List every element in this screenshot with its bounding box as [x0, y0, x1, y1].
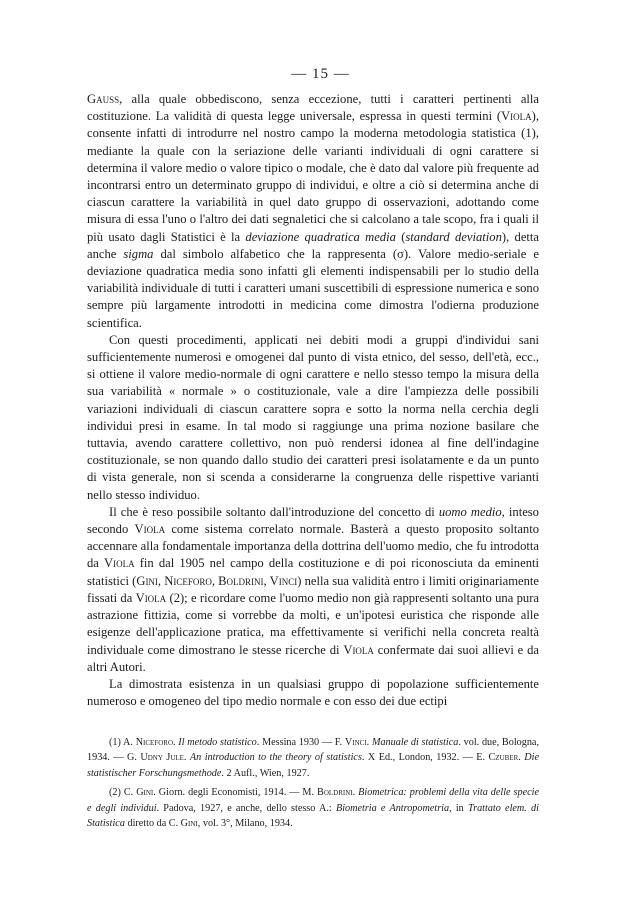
footnotes [87, 735, 539, 835]
text-run: Viola [104, 556, 135, 571]
text-run: , vol. 3°, Milano, 1934. [197, 818, 293, 830]
footnote-1 [87, 735, 539, 781]
text-run: . 2 Aufl., Wien, 1927. [221, 767, 310, 779]
text-run: Gini, Niceforo, Boldrini, Vinci [136, 573, 298, 588]
text-run: Biometria e Antropometria [335, 802, 450, 814]
text-run: Gauss [87, 92, 120, 106]
text-run: . Padova, 1927, e anche, dello stesso A.: [156, 802, 336, 814]
text-run: , inteso secondo [87, 504, 539, 537]
body-text [87, 91, 539, 710]
text-run: (2) C. [109, 787, 137, 799]
text-run: , in [449, 802, 468, 814]
text-run: (1) A. [109, 737, 136, 748]
paragraph-3 [87, 504, 539, 676]
text-run: . X Ed., London, 1932. — E. [361, 752, 489, 764]
text-run: Die statistischer Forschungsmethode [87, 752, 539, 779]
text-run: come sistema correlato normale. Basterà a questo proposito soltanto accennare alla fondamentale importanza della dottrina dell'uomo medio, che fu introdotta da [87, 522, 539, 571]
text-run: Biometrica: problemi della vita delle specie e degli individui [87, 787, 540, 814]
text-run: Trattato elem. di Statistica [87, 802, 539, 830]
paragraph-4 [87, 676, 539, 710]
text-run: . Giorn. degli Economisti, 1914. — M. [153, 787, 318, 799]
text-run: sigma [123, 246, 154, 261]
text-run: . vol. due, Bologna, 1934. — G. [87, 737, 539, 764]
text-run: ( [395, 229, 406, 244]
text-run: ) nella sua validità entro i limiti originariamente fissati da [87, 573, 539, 605]
text-run: Il che è reso possibile soltanto dall'introduzione del concetto di [109, 504, 439, 519]
paragraph-1 [87, 91, 539, 332]
text-run: La dimostrata esistenza in un qualsiasi gruppo di popolazione sufficientemente numeroso e omogeneo del tipo medio normale e con esso dei due ectipi [87, 676, 539, 709]
text-run: Gini [136, 787, 154, 799]
text-run: diretto da C. [124, 818, 181, 830]
text-run: Boldrini [317, 787, 353, 799]
text-run: An introduction to the theory of statistics [189, 752, 362, 764]
text-run: (2); e ricordare come l'uomo medio non già rappresenti soltanto una pura astrazione fittizia, come si vorrebbe da molti, e un'ipotesi euristica che risponde alle esigenze dell'applicazione pratica, ma effettivamente si verifichi nella concreta realtà individuale come dimostrano le stesse ricerche di [87, 590, 539, 657]
text-run: Manuale di statistica [371, 737, 459, 748]
text-run: ), consente infatti di introdurre nel nostro campo la moderna metodologia statistica (1), mediante la quale con la seriazione delle varianti individuali di ogni carattere si determina il valore medio o valore tipico o modale, che è dato dal valore più frequente ad incontrarsi entro un determinato gruppo di individui, e oltre a ciò si determina anche di ciascun carattere la variabilità in quel dato gruppo di osservazioni, adottando come misura di essa l'uno o l'altro dei dati segnaletici che si calcolano a tale scopo, fra i quali il più usato dagli Statistici è la [87, 109, 539, 244]
text-run: , alla quale obbediscono, senza eccezione, tutti i caratteri pertinenti alla costituzione. La validità di questa legge universale, espressa in questi termini ( [87, 92, 539, 124]
text-run: Czuber [488, 752, 519, 764]
text-run: Niceforo [135, 737, 174, 748]
text-run: standard deviation [405, 229, 502, 244]
text-run: Con questi procedimenti, applicati nei debiti modi a gruppi d'individui sani sufficientemente numerosi e omogenei dal punto di vista etnico, del sesso, dell'età, ecc., si ottiene il valore medio-normale di ogni carattere e nello stesso tempo la misura della sua variabilità « normale » o costituzionale, vale a dire l'ampiezza delle possibili variazioni individuali di ciascun carattere sopra e sotto la norma nella cerchia degli individui presi in esame. In tal modo si raggiunge una prima nozione basilare che tuttavia, avendo carattere collettivo, non può rendersi idonea al fine dell'indagine costituzionale, se non quando dallo studio dei caratteri presi isolatamente e da un punto di vista generale, non si scenda a considerarne la congruenza delle rispettive varianti nello stesso individuo. [87, 332, 539, 502]
text-run: Gini [180, 818, 198, 830]
text-run: . [366, 737, 372, 748]
text-run: Viola [135, 590, 167, 605]
text-run: ), detta anche [87, 229, 540, 261]
text-run: . Messina 1930 — F. [256, 737, 345, 748]
text-run: Viola [134, 522, 166, 537]
text-run: uomo medio [438, 504, 502, 519]
text-run: dal simbolo alfabetico che la rappresenta (σ). Valore medio-seriale e deviazione quadratica media sono infatti gli elementi indispensabili per lo studio della variabilità individuale di tutti i caratteri umani suscettibili di espressione numerica e sono sempre più largamente introdotti in medicina come dimostra l'odierna produzione scientifica. [87, 246, 539, 330]
text-run: . [518, 752, 525, 764]
text-run: . [173, 737, 179, 748]
footnote-2 [87, 785, 539, 831]
text-run: . [183, 752, 190, 764]
text-run: Viola [343, 642, 374, 657]
text-run: . [352, 787, 359, 799]
paragraph-2 [87, 332, 539, 504]
text-run: Vinci [344, 737, 367, 748]
text-run: deviazione quadratica media [245, 229, 396, 244]
text-run: confermate dai suoi allievi e da altri Autori. [87, 642, 539, 674]
page-number: — 15 — [291, 66, 350, 82]
text-run: Viola [501, 109, 532, 124]
text-run: fin dal 1905 nel campo della costituzione e di poi riconosciuta da eminenti statistici ( [87, 556, 539, 588]
text-run: Udny Jule [140, 752, 184, 764]
text-run: Il metodo statistico [178, 737, 257, 748]
